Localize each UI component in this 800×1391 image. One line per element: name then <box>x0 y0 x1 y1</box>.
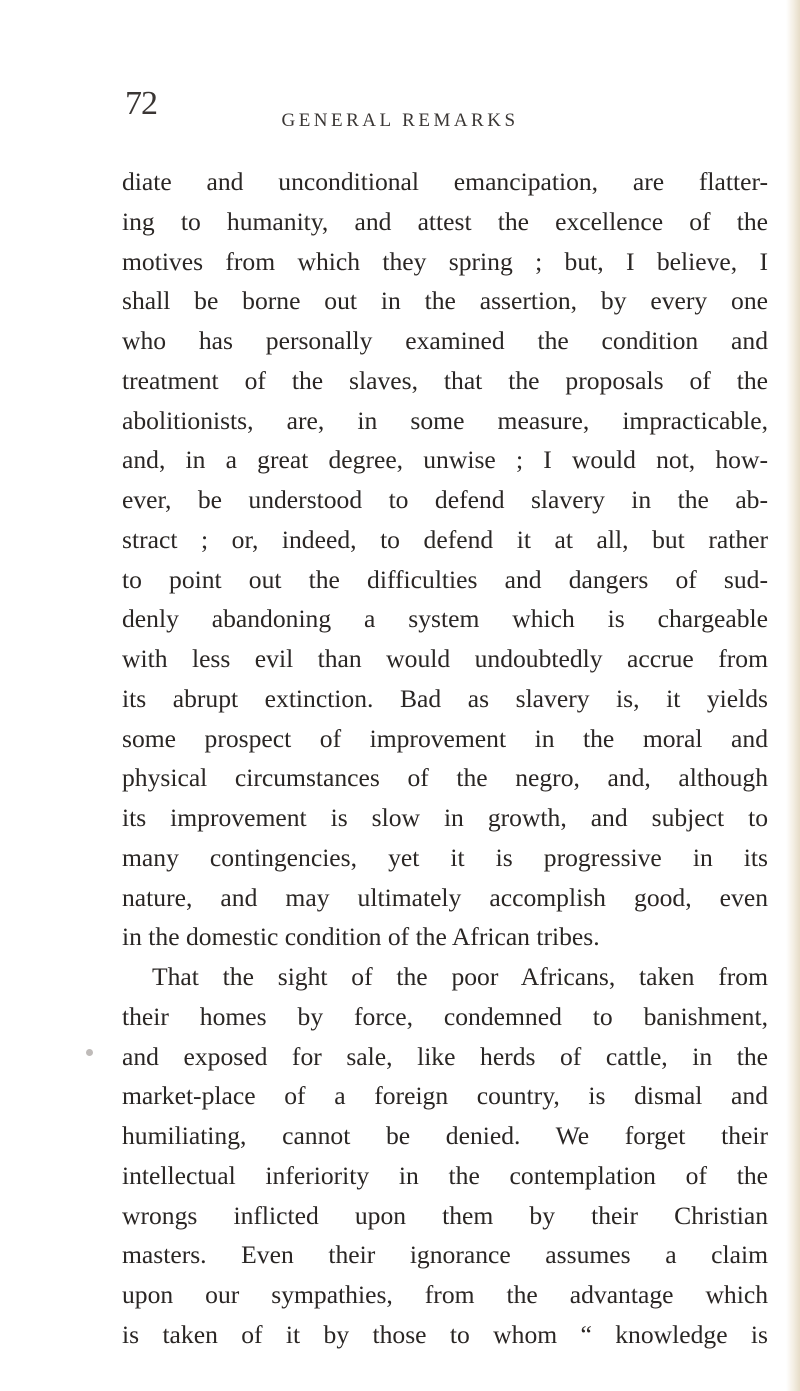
text-line-paragraph-start: That the sight of the poor Africans, taken from <box>152 962 768 991</box>
text-line: to point out the difficulties and dangers of sud- <box>122 564 768 594</box>
text-line: its improvement is slow in growth, and subject to <box>122 803 768 832</box>
text-line: denly abandoning a system which is chargeable <box>122 604 768 634</box>
text-line: and exposed for sale, like herds of cattle, in the <box>122 1041 768 1071</box>
running-head: GENERAL REMARKS <box>281 110 519 131</box>
text-line: treatment of the slaves, that the proposals of the <box>122 365 768 395</box>
text-line: motives from which they spring ; but, I believe, I <box>122 246 768 276</box>
text-line: upon our sympathies, from the advantage which <box>122 1280 768 1309</box>
text-line: stract ; or, indeed, to defend it at all, but rather <box>122 524 768 554</box>
text-line: ever, be understood to defend slavery in the ab- <box>122 485 768 514</box>
text-line: and, in a great degree, unwise ; I would not, how- <box>122 445 768 475</box>
text-line: ing to humanity, and attest the excellence of the <box>122 206 768 236</box>
text-line: is taken of it by those to whom “ knowledge is <box>122 1319 768 1349</box>
page-edge-shadow <box>786 0 800 1391</box>
text-line: intellectual inferiority in the contemplation of the <box>122 1160 768 1190</box>
text-line: its abrupt extinction. Bad as slavery is, it yields <box>122 683 768 713</box>
page-number: 72 <box>125 85 157 122</box>
text-line: who has personally examined the condition and <box>122 326 768 355</box>
text-line: nature, and may ultimately accomplish good, even <box>122 882 768 912</box>
body-text <box>122 162 768 1355</box>
text-line: physical circumstances of the negro, and, although <box>122 763 768 793</box>
text-line: abolitionists, are, in some measure, impracticable, <box>122 405 768 435</box>
text-line: shall be borne out in the assertion, by every one <box>122 286 768 316</box>
text-line: diate and unconditional emancipation, are flatter- <box>122 167 768 196</box>
text-line: humiliating, cannot be denied. We forget their <box>122 1121 768 1150</box>
text-line: with less evil than would undoubtedly accrue from <box>122 644 768 673</box>
text-line: masters. Even their ignorance assumes a claim <box>122 1240 768 1270</box>
text-line: wrongs inflicted upon them by their Christian <box>122 1200 768 1230</box>
text-line: market-place of a foreign country, is dismal and <box>122 1081 768 1111</box>
text-line-paragraph-end: in the domestic condition of the African tribes. <box>122 922 600 952</box>
text-line: many contingencies, yet it is progressive in its <box>122 842 768 872</box>
text-line: their homes by force, condemned to banishment, <box>122 1001 768 1031</box>
ink-smudge <box>86 1049 93 1056</box>
text-line: some prospect of improvement in the moral and <box>122 723 768 753</box>
